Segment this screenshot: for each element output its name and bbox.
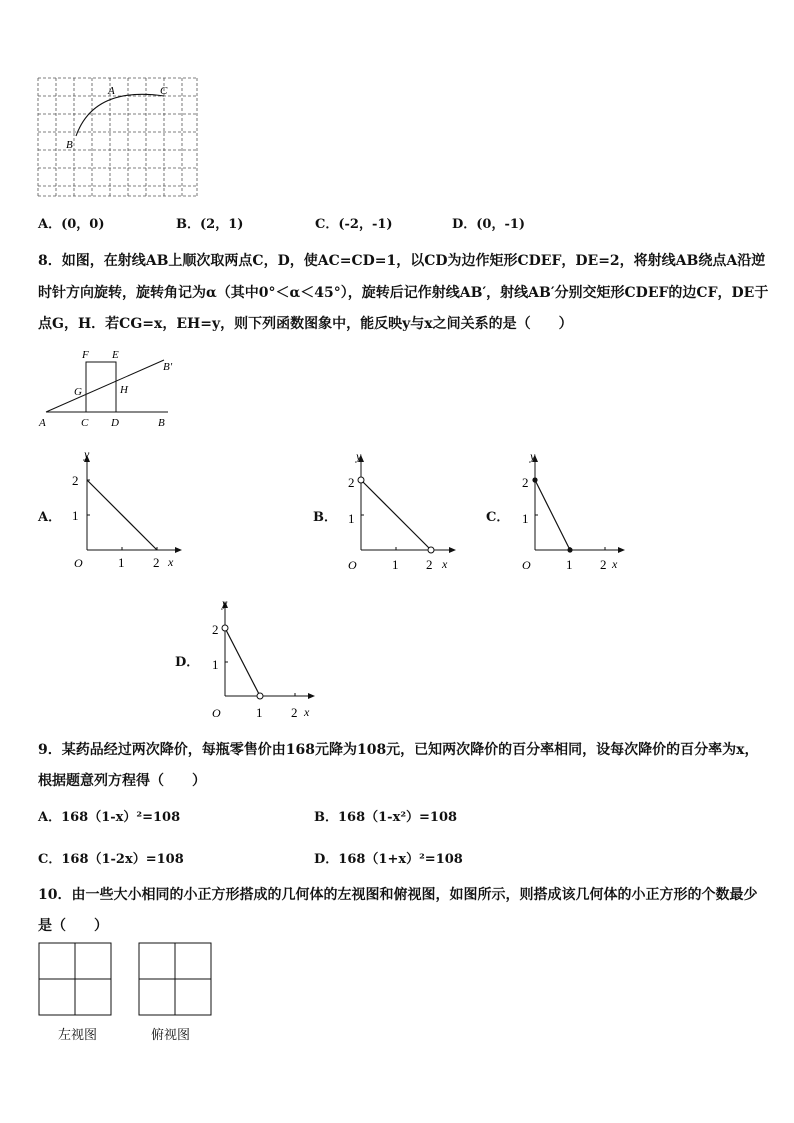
y-axis-label: y: [356, 450, 362, 463]
y-tick-2: 2: [72, 473, 79, 488]
q7-label-a: A: [108, 85, 115, 97]
origin-label: O: [522, 558, 531, 572]
q8-graph-c-line: [535, 480, 570, 550]
q8-label-c: C: [81, 417, 89, 429]
q7-label-c: C: [160, 85, 168, 97]
origin-label: O: [348, 558, 357, 572]
y-axis-label: y: [530, 450, 536, 463]
q8-graph-d-line: [225, 628, 260, 696]
x-tick-1: 1: [256, 705, 263, 720]
q8-label-g: G: [74, 386, 82, 398]
q7-option-c[interactable]: C．(-2，-1): [315, 217, 393, 232]
y-axis-label: y: [222, 596, 228, 610]
solid-point: [532, 477, 537, 482]
q9-text-line1: 9．某药品经过两次降价，每瓶零售价由168元降为108元，已知两次降价的百分率相同，设每次降价的百分率为x，: [38, 742, 759, 758]
origin-label: O: [212, 706, 221, 720]
q8-graph-c[interactable]: [508, 450, 633, 578]
q8-option-b-label[interactable]: B．: [313, 510, 337, 525]
q10-top-view: [138, 942, 212, 1016]
q8-graph-b-line: [361, 480, 431, 550]
open-point: [222, 625, 228, 631]
q10-text-line2: 是（ ）: [38, 918, 108, 934]
y-tick-1: 1: [522, 511, 529, 526]
open-point: [358, 477, 364, 483]
x-tick-2: 2: [153, 555, 160, 570]
q8-text-line1: 8．如图，在射线AB上顺次取两点C，D，使AC=CD=1，以CD为边作矩形CDEF，DE=2，将射线AB绕点A沿逆: [38, 253, 766, 269]
q7-arc: [76, 94, 164, 136]
y-tick-2: 2: [212, 622, 219, 637]
q7-label-b: B: [66, 139, 73, 151]
q9-option-b[interactable]: B．168（1-x²）=108: [314, 810, 458, 825]
solid-point: [567, 547, 572, 552]
x-axis-label: x: [442, 557, 448, 571]
x-tick-1: 1: [392, 557, 399, 572]
q7-grid-figure: [36, 76, 200, 198]
q7-option-a[interactable]: A．(0，0): [38, 217, 105, 232]
q10-top-view-caption: 俯视图: [151, 1028, 191, 1043]
y-tick-2: 2: [348, 475, 355, 490]
q9-option-c[interactable]: C．168（1-2x）=108: [38, 852, 184, 867]
q8-label-bprime: B′: [163, 361, 173, 373]
open-point: [257, 693, 263, 699]
q8-text-line2: 时针方向旋转，旋转角记为α（其中0°＜α＜45°），旋转后记作射线AB′，射线AB′分别交矩形CDEF的边CF，DE于: [38, 285, 769, 301]
x-axis-label: x: [168, 555, 174, 569]
q8-label-d: D: [111, 417, 119, 429]
q8-option-a-label[interactable]: A．: [38, 510, 62, 525]
y-axis-label: y: [84, 450, 90, 461]
q8-label-b: B: [158, 417, 165, 429]
x-axis-label: x: [612, 557, 618, 571]
q8-graph-d[interactable]: [198, 596, 323, 724]
q10-left-view-caption: 左视图: [58, 1028, 98, 1043]
q8-rectangle-figure: [36, 344, 186, 434]
q8-option-d-label[interactable]: D．: [175, 655, 200, 670]
y-tick-2: 2: [522, 475, 529, 490]
q7-option-b[interactable]: B．(2，1): [176, 217, 244, 232]
q8-graph-a[interactable]: [60, 450, 185, 578]
q9-option-d[interactable]: D．168（1+x）²=108: [314, 852, 463, 867]
q8-graph-a-line: [87, 480, 157, 550]
x-tick-2: 2: [600, 557, 607, 572]
x-tick-2: 2: [291, 705, 298, 720]
q10-text-line1: 10．由一些大小相同的小正方形搭成的几何体的左视图和俯视图，如图所示，则搭成该几何体的小正方形的个数最少: [38, 887, 758, 903]
q9-option-a[interactable]: A．168（1-x）²=108: [38, 810, 181, 825]
q8-label-h: H: [120, 384, 128, 396]
q8-option-c-label[interactable]: C．: [486, 510, 510, 525]
q8-label-a: A: [39, 417, 46, 429]
q7-option-d[interactable]: D．(0，-1): [452, 217, 526, 232]
q9-text-line2: 根据题意列方程得（ ）: [38, 773, 206, 789]
q10-left-view: [38, 942, 112, 1016]
open-point: [428, 547, 434, 553]
y-tick-1: 1: [212, 657, 219, 672]
q8-label-e: E: [112, 349, 119, 361]
q8-text-line3: 点G，H．若CG=x，EH=y，则下列函数图象中，能反映y与x之间关系的是（ ）: [38, 316, 573, 332]
x-tick-2: 2: [426, 557, 433, 572]
x-axis-label: x: [304, 705, 310, 719]
x-tick-1: 1: [118, 555, 125, 570]
origin-label: O: [74, 556, 83, 570]
y-tick-1: 1: [72, 508, 79, 523]
q8-label-f: F: [82, 349, 89, 361]
x-tick-1: 1: [566, 557, 573, 572]
q8-graph-b[interactable]: [334, 450, 459, 578]
y-tick-1: 1: [348, 511, 355, 526]
